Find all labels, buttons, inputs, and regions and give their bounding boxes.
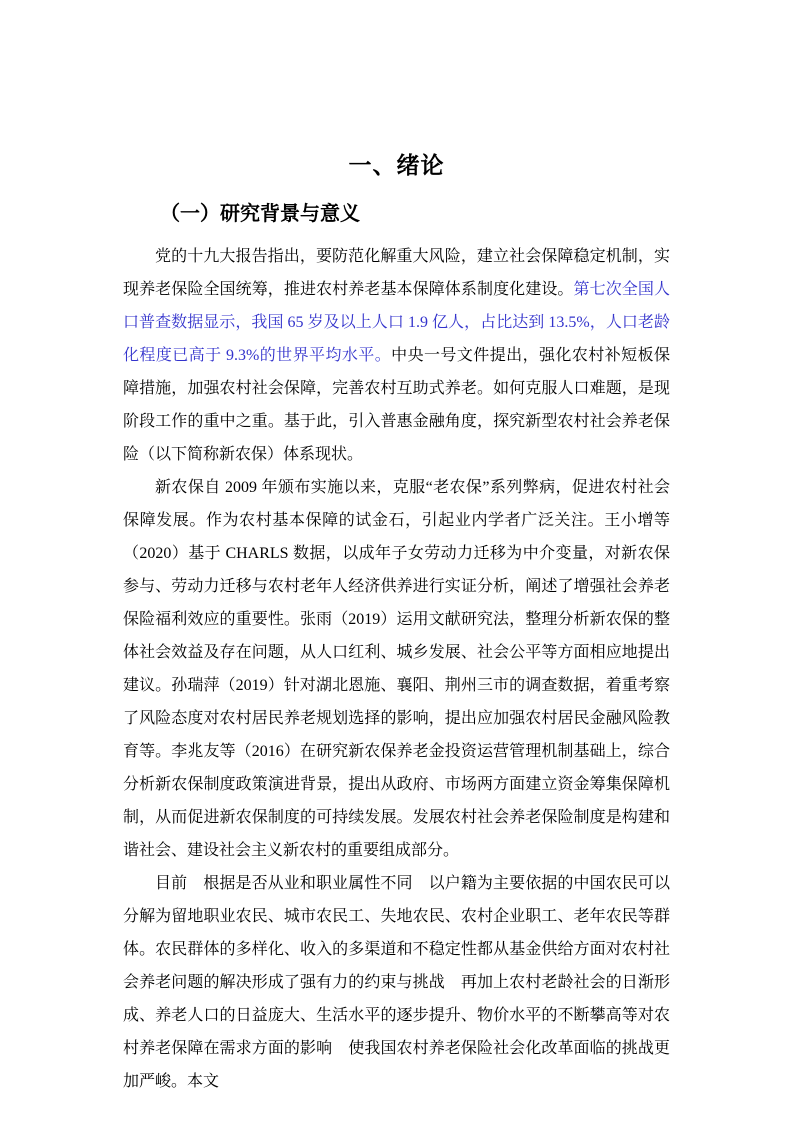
paragraph-current-situation: 目前 根据是否从业和职业属性不同 以户籍为主要依据的中国农民可以分解为留地职业农民、城市农民工、失地农民、农村企业职工、老年农民等群体。农民群体的多样化、收入的多渠道和不稳定性都从基金供给方面对农村社会养老问题的解决形成了强有力的约束与挑战 再加上农村老龄社会的日渐形成、养老人口的日益庞大、生活水平的逐步提升、物价水平的不断攀高等对农村养老保障在需求方面的影响 使我国农村养老保险社会化改革面临的挑战更加严峻。本文 xyxy=(123,875,670,1090)
chapter-title: 一、绪论 xyxy=(348,152,445,178)
paragraph-literature-review: 新农保自 2009 年颁布实施以来，克服“老农保”系列弊病，促进农村社会保障发展。作为农村基本保障的试金石，引起业内学者广泛关注。王小增等（2020）基于 CHARLS 数据，以成年子女劳动力迁移为中介变量，对新农保参与、劳动力迁移与农村老年人经济供养进行实证分析，阐述了增强社会养老保险福利效应的重要性。张雨（2019）运用文献研究法，整理分析新农保的整体社会效益及存在问题，从人口红利、城乡发展、社会公平等方面相应地提出建议。孙瑞萍（2019）针对湖北恩施、襄阳、荆州三市的调查数据，着重考察了风险态度对农村居民养老规划选择的影响，提出应加强农村居民金融风险教育等。李兆友等（2016）在研究新农保养老金投资运营管理机制基础上，综合分析新农保制度政策演进背景，提出从政府、市场两方面建立资金筹集保障机制，从而促进新农保制度的可持续发展。发展农村社会养老保险制度是构建和谐社会、建设社会主义新农村的重要组成部分。 xyxy=(123,479,670,859)
paragraph-background xyxy=(123,240,670,471)
paragraph-background-text-start: 党的十九大报告指出，要防范化解重大风险，建立社会保障稳定机制，实现养老保险全国统筹，推进农村养老基本保障体系制度化建设。 xyxy=(123,248,670,298)
census-statistics-highlight: 第七次全国人口普查数据显示，我国 65 岁及以上人口 1.9 亿人，占比达到 13.5%，人口老龄化程度已高于 9.3%的世界平均水平。 xyxy=(123,281,670,364)
section-heading: （一）研究背景与意义 xyxy=(160,203,360,225)
paragraph-background-text-end: 中央一号文件提出，强化农村补短板保障措施，加强农村社会保障，完善农村互助式养老。如何克服人口难题，是现阶段工作的重中之重。基于此，引入普惠金融角度，探究新型农村社会养老保险（以下简称新农保）体系现状。 xyxy=(123,347,670,463)
